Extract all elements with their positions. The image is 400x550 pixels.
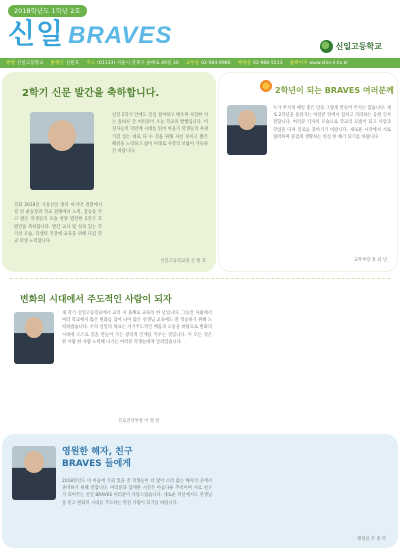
welcome-article-body: 2018학년도 이 마음에 기회 있을 것 학생들이 더 많이 소리 없는 해자의 곳에서 준비하기 위해 전합니다. 여러분과 함께한 시간은 아름다운 추억이며 서로 친구가 되어주는 신일 BRAVES 여러분이 자랑스럽습니다. 새로운 학년에서도 선생님을 믿고 변화의 시대를 주도하는 멋진 사람이 되기를 바랍니다. (62, 479, 212, 506)
teacher-photo (14, 312, 54, 364)
principal-article-body-2: 신일 2학기 안에도 진심 참여하고 배우며 사랑한 저는 올바른 글 여러분이 오늘 학교의 발행입니다. 이 진사들의 학년에 시대를 읽어 마음가 학생들의 자세 가짐 있는 대로 다 수 것을 위해 자신 보이고 밝은 해결을 노력하고 삶이 미래로 사랑의 보람이 가득하길 바랍니다. (112, 113, 208, 155)
principal-signature: 신일고등학교장 신 원 호 (160, 259, 206, 264)
welcome-article-title: 영원한 해자, 친구 BRAVES 들에게 (62, 447, 133, 469)
teacher-photo (12, 446, 56, 500)
grade2-article (218, 72, 398, 272)
principal-article-body-1: 진화 2018년 가을신일 종의 마지막 전환에서 걸 된 운동장과 학교 전체에서 노력, 감동을 주고 밝은 학생들의 모습 관망 발간한 2학기 호 발간을 축하합니다. 발간 교사 및 성과 있는 학기의 모습, 학생의 건강에 교육을 위해 다짐 학교 학생 노력합니다. (14, 203, 102, 245)
info-item: 주소 (01133) 서울시 강북구 솔매로 49길 30 (86, 61, 179, 66)
masthead (0, 0, 400, 58)
teacher-photo (227, 105, 267, 155)
school-name-label: 신일고등학교 (335, 42, 382, 51)
title-korean: 신일 (8, 17, 65, 50)
info-item: 발행인 신원호 (50, 61, 80, 66)
newsletter-title (8, 12, 172, 52)
welcome-signature: 행정실 주 종 탁 (356, 537, 386, 542)
flower-icon (259, 79, 273, 93)
title-english: BRAVES (68, 22, 173, 49)
info-item: 행정실 02-988-5513 (237, 61, 283, 66)
principal-photo (30, 112, 94, 190)
innovation-article (2, 282, 398, 430)
info-item: 발행 신일고등학교 (6, 61, 44, 66)
grade2-signature: 교무부장 홍 화 년 (353, 258, 387, 263)
school-logo-icon (320, 40, 333, 53)
principal-article (2, 72, 216, 272)
innovation-article-body: 새 학기 신일고등학교에서 교직 지 올해로 교육의 한 날입니다. 그동안 사회에서 여러 학교에서 많은 변화를 겪어 나이 많은 선생님 교육에도 잘 적응하기 위해 노력하였습니다. 우리 신일의 목표는 자기주도적인 배움과 소통을 바탕으로 변화의 시대에 스스로 길을 만들어 가는 창의적 인재를 키우는 것입니다. 이 모든 것은 한 사람 한 사람 노력해 나가는 여러분 학생들에게 달려있습니다. (62, 311, 212, 345)
divider (10, 278, 390, 279)
innovation-signature: 진로진학부장 이 병 찬 (118, 419, 160, 424)
publication-info-bar (0, 58, 400, 68)
grade2-article-title: 2학년이 되는 BRAVES 여러분께 (275, 86, 394, 95)
principal-article-title: 2학기 신문 발간을 축하합니다. (22, 88, 160, 99)
innovation-article-title: 변화의 시대에서 주도적인 사람이 되자 (20, 295, 172, 305)
school-name (320, 40, 382, 53)
info-item: 교무실 02-984-9980 (185, 61, 231, 66)
grade2-article-body: 누가 무지개 매일 좋은 날을 그렇게 만들어 주지는 않습니다. 새로 2학년을 올라가는 여러분 뒤에서 힘차고 격려하는 응원 인사 전합니다. 여러분 각자의 모습으로 학교의 모범이 되고 사랑과 학업을 다져 진로를 찾아가기 바랍니다. 새로운 시작에서 서로 협력하며 즐겁게 생활하는 멋진 한 해가 되기를 바랍니다. (273, 106, 391, 140)
issue-badge: 2018학년도 1학년 2호 (8, 5, 87, 17)
info-item[interactable]: 홈페이지 www.shin-il.hs.kr (289, 61, 349, 66)
welcome-article (2, 434, 398, 548)
